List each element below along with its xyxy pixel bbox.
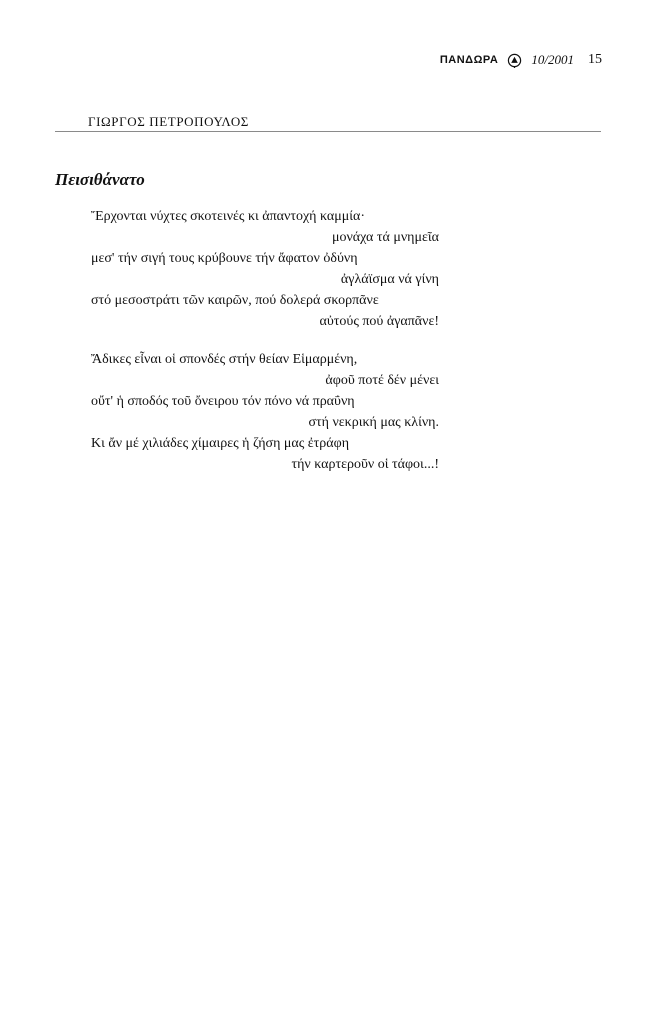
poem-line: τήν καρτεροῦν οἱ τάφοι...! (291, 457, 439, 472)
poem-line: αὐτούς πού ἀγαπᾶνε! (319, 314, 439, 329)
running-header (440, 52, 602, 68)
poem-line: στή νεκρική μας κλίνη. (308, 415, 439, 430)
poem-line: οὔτ' ἡ σποδός τοῦ ὄνειρου τόν πόνο νά πραΰνη (91, 394, 355, 409)
magazine-name-text: ΠΑΝΔΩΡΑ (439, 54, 499, 66)
poem-line: μεσ' τήν σιγή τους κρύβουνε τήν ἄφατον ὀδύνη (91, 251, 358, 266)
poem-line: Ἄδικες εἶναι οἱ σπονδές στήν θείαν Εἱμαρμένη, (91, 352, 358, 367)
author-name: ΓΙΩΡΓΟΣ ΠΕΤΡΟΠΟΥΛΟΣ (88, 114, 249, 129)
header-divider (55, 131, 601, 132)
poem-line: Κι ἄν μέ χιλιάδες χίμαιρες ἡ ζήση μας ἐτράφη (91, 436, 350, 451)
pandora-logo-icon (507, 53, 522, 68)
stanza-1 (91, 206, 439, 332)
poem-line: ἀγλάϊσμα νά γίνη (340, 272, 439, 287)
magazine-name (440, 54, 499, 66)
poem-line: Ἔρχονται νύχτες σκοτεινές κι ἀπαντοχή καμμία· (91, 209, 366, 224)
poem-line: μονάχα τά μνημεῖα (331, 230, 439, 245)
issue-date: 10/2001 (531, 52, 574, 67)
stanza-2 (91, 349, 439, 475)
poem-title: Πεισιθάνατο (55, 170, 145, 189)
poem-line: ἀφοῦ ποτέ δέν μένει (325, 373, 439, 388)
poem-body (91, 206, 439, 492)
page-number: 15 (588, 52, 602, 67)
poem-line: στό μεσοστράτι τῶν καιρῶν, πού δολερά σκορπᾶνε (91, 293, 379, 308)
